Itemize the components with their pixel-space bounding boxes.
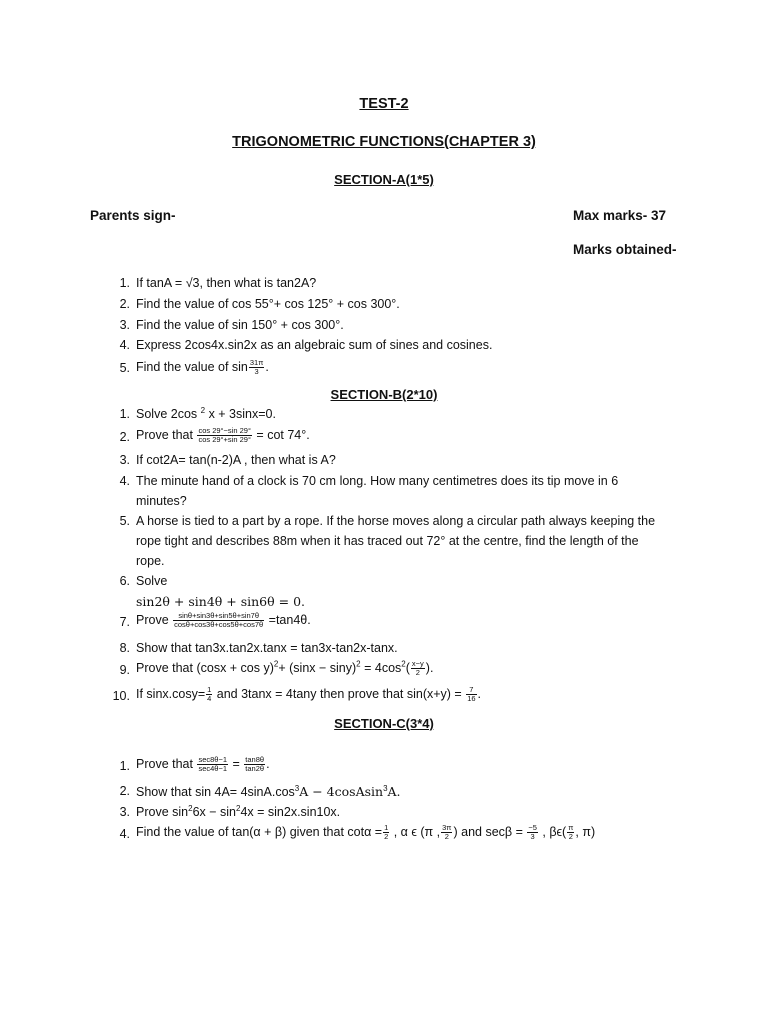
question-number: 1. xyxy=(119,407,130,421)
parents-sign-label: Parents sign- xyxy=(90,208,176,223)
question-number: 2. xyxy=(119,430,130,444)
question-number: 6. xyxy=(119,574,130,588)
question-number: 5. xyxy=(119,514,130,528)
question-number: 3. xyxy=(119,805,130,819)
section-c-heading: SECTION-C(3*4) xyxy=(334,716,434,731)
section-a-heading: SECTION-A(1*5) xyxy=(334,172,434,187)
question-text-line-2: minutes? xyxy=(136,494,187,508)
chapter-title: TRIGONOMETRIC FUNCTIONS(CHAPTER 3) xyxy=(232,134,536,150)
question-equation: sin2θ + sin4θ + sin6θ = 0. xyxy=(136,594,306,609)
question-number: 1. xyxy=(119,759,130,773)
question-number: 8. xyxy=(119,641,130,655)
question-text: Solve xyxy=(136,574,168,588)
question-number: 3. xyxy=(119,318,130,332)
question-text: Prove that $(\cos x + \cos y)^2+ (\sin x - \sin y)^2 = 4\cos^2$( $\frac{x-y}{2}$ ). xyxy=(136,659,434,677)
question-text: Prove $\sin^26x - \sin^24x = \sin 2x.\sin 10x$. xyxy=(136,803,341,819)
question-text: Express 2cos4x.sin2x as an algebraic sum of sines and cosines. xyxy=(136,338,493,352)
question-text: If sinx.cosy= $\frac{1}{4}$ and 3tanx = 4tany then prove that sin(x+y) = $\frac{7}{16}$ . xyxy=(136,685,482,703)
question-text: Show that tan3x.tan2x.tanx = tan3x-tan2x-tanx. xyxy=(136,641,398,655)
question-text: If tanA = √3, then what is tan2A? xyxy=(136,276,317,290)
question-text: A horse is tied to a part by a rope. If the horse moves along a circular path always keeping the xyxy=(136,514,656,528)
question-text-line-2: rope tight and describes 88m when it has traced out 72° at the centre, find the length of the xyxy=(136,534,639,548)
question-text: Find the value of sin 150° + cos 300°. xyxy=(136,318,344,332)
question-text: Find the value of tan(α + β) given that cotα = $\frac{1}{2}$ , α ϵ (π , $\frac{3\pi}{2}$ ) and secβ = $\frac{-5}{3}$ , βϵ( $\frac{\pi}{2}$ , π) xyxy=(136,823,596,841)
question-number: 2. xyxy=(119,297,130,311)
question-text-line-3: rope. xyxy=(136,554,165,568)
question-number: 10. xyxy=(112,689,130,703)
question-number: 5. xyxy=(119,361,130,375)
question-text: Show that $\sin 4A= 4\sin A.\cos^3A$ − 4cosAsin$^3$A. xyxy=(136,783,401,799)
max-marks-label: Max marks- 37 xyxy=(573,208,667,223)
question-number: 4. xyxy=(119,827,130,841)
question-number: 1. xyxy=(119,276,130,290)
question-number: 9. xyxy=(119,663,130,677)
question-number: 3. xyxy=(119,453,130,467)
test-title: TEST-2 xyxy=(359,96,409,112)
question-text: Find the value of cos 55°+ cos 125° + cos 300°. xyxy=(136,297,400,311)
question-text: Solve 2cos $^2$ x + 3sinx=0. xyxy=(136,405,276,421)
question-text: Find the value of sin $\frac{31\pi}{3}$ . xyxy=(136,358,269,376)
question-text: If cot2A= tan(n-2)A , then what is A? xyxy=(136,453,336,467)
question-text: Prove that $\frac{\cos 29^\circ-\sin 29^\circ}{\cos 29^\circ+\sin 29^\circ}$ = cot 74°. xyxy=(136,426,310,444)
question-text: The minute hand of a clock is 70 cm long. How many centimetres does its tip move in 6 xyxy=(136,474,619,488)
question-text: Prove $\frac{\sin\theta+\sin 3\theta+\sin 5\theta+\sin 7\theta}{\cos\theta+\cos 3\theta+\cos 5\theta+\cos 7\theta}$ =tan4θ. xyxy=(136,611,311,629)
question-text: Prove that $\frac{\sec 8\theta-1}{\sec 4\theta-1}$ = $\frac{\tan 8\theta}{\tan 2\theta}$ . xyxy=(136,755,270,773)
question-number: 4. xyxy=(119,338,130,352)
marks-obtained-label: Marks obtained- xyxy=(573,242,677,257)
question-number: 4. xyxy=(119,474,130,488)
question-number: 7. xyxy=(119,615,130,629)
question-number: 2. xyxy=(119,784,130,798)
section-b-heading: SECTION-B(2*10) xyxy=(330,387,438,402)
